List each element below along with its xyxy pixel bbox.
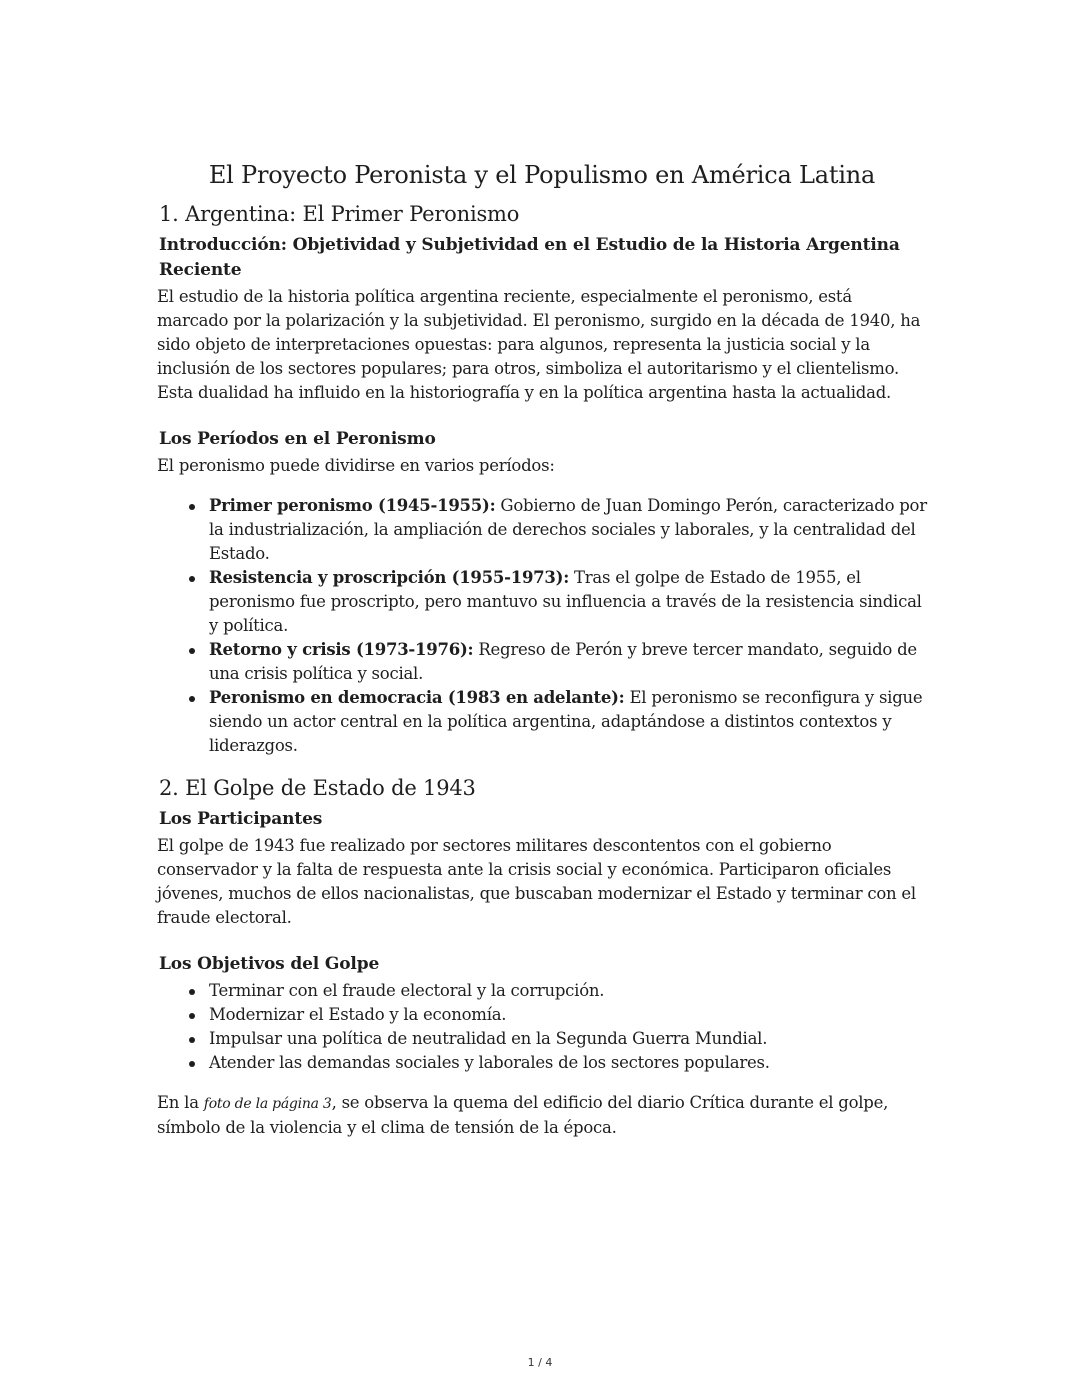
list-item: Terminar con el fraude electoral y la corrupción.: [209, 979, 927, 1003]
photo-note-paragraph: [157, 1091, 927, 1140]
period-label: Primer peronismo (1945-1955):: [209, 496, 496, 515]
intro-paragraph: El estudio de la historia política argentina reciente, especialmente el peronismo, está marcado por la polarización y la subjetividad. El peronismo, surgido en la década de 1940, ha sido objeto de interpretaciones opuestas: para algunos, representa la justicia social y la inclusión de los sectores populares; para otros, simboliza el autoritarismo y el clientelismo. Esta dualidad ha influido en la historiografía y en la política argentina hasta la actualidad.: [157, 287, 921, 402]
photo-note-prefix: En la: [157, 1093, 204, 1112]
participants-heading: Los Participantes: [159, 809, 323, 829]
section-1-heading: 1. Argentina: El Primer Peronismo: [159, 202, 520, 226]
document-page: [157, 158, 927, 1140]
list-item: Impulsar una política de neutralidad en la Segunda Guerra Mundial.: [209, 1027, 927, 1051]
objectives-heading: Los Objetivos del Golpe: [159, 954, 380, 974]
photo-note-suffix: , se observa la quema del edificio del diario Crítica durante el golpe, símbolo de la violencia y el clima de tensión de la época.: [157, 1093, 889, 1137]
period-text: Regreso de Perón y breve tercer mandato, seguido de una crisis política y social.: [209, 640, 917, 683]
period-text: El peronismo se reconfigura y sigue siendo un actor central en la política argentina, adaptándose a distintos contextos y liderazgos.: [209, 688, 923, 755]
intro-heading: Introducción: Objetividad y Subjetividad en el Estudio de la Historia Argentina Reciente: [159, 235, 900, 280]
list-item: [209, 686, 927, 758]
page-indicator: 1 / 4: [527, 1356, 553, 1369]
list-item: [209, 638, 927, 686]
participants-paragraph: El golpe de 1943 fue realizado por sectores militares descontentos con el gobierno conservador y la falta de respuesta ante la crisis social y económica. Participaron oficiales jóvenes, muchos de ellos nacionalistas, que buscaban modernizar el Estado y terminar con el fraude electoral.: [157, 836, 916, 927]
period-text: Tras el golpe de Estado de 1955, el peronismo fue proscripto, pero mantuvo su influencia a través de la resistencia sindical y política.: [209, 568, 922, 635]
list-item: [209, 566, 927, 638]
period-label: Resistencia y proscripción (1955-1973):: [209, 568, 570, 587]
list-item: Atender las demandas sociales y laborales de los sectores populares.: [209, 1051, 927, 1075]
period-label: Retorno y crisis (1973-1976):: [209, 640, 474, 659]
periods-lead: El peronismo puede dividirse en varios períodos:: [157, 456, 555, 475]
document-title: El Proyecto Peronista y el Populismo en América Latina: [208, 161, 876, 189]
period-text: Gobierno de Juan Domingo Perón, caracterizado por la industrialización, la ampliación de derechos sociales y laborales, y la centralidad del Estado.: [209, 496, 927, 563]
period-label: Peronismo en democracia (1983 en adelante):: [209, 688, 625, 707]
section-2-heading: 2. El Golpe de Estado de 1943: [159, 776, 476, 800]
photo-reference: foto de la página 3: [203, 1096, 332, 1112]
list-item: [209, 494, 927, 566]
list-item: Modernizar el Estado y la economía.: [209, 1003, 927, 1027]
periods-list: [157, 494, 927, 758]
periods-heading: Los Períodos en el Peronismo: [159, 429, 436, 449]
objectives-list: [157, 979, 927, 1075]
